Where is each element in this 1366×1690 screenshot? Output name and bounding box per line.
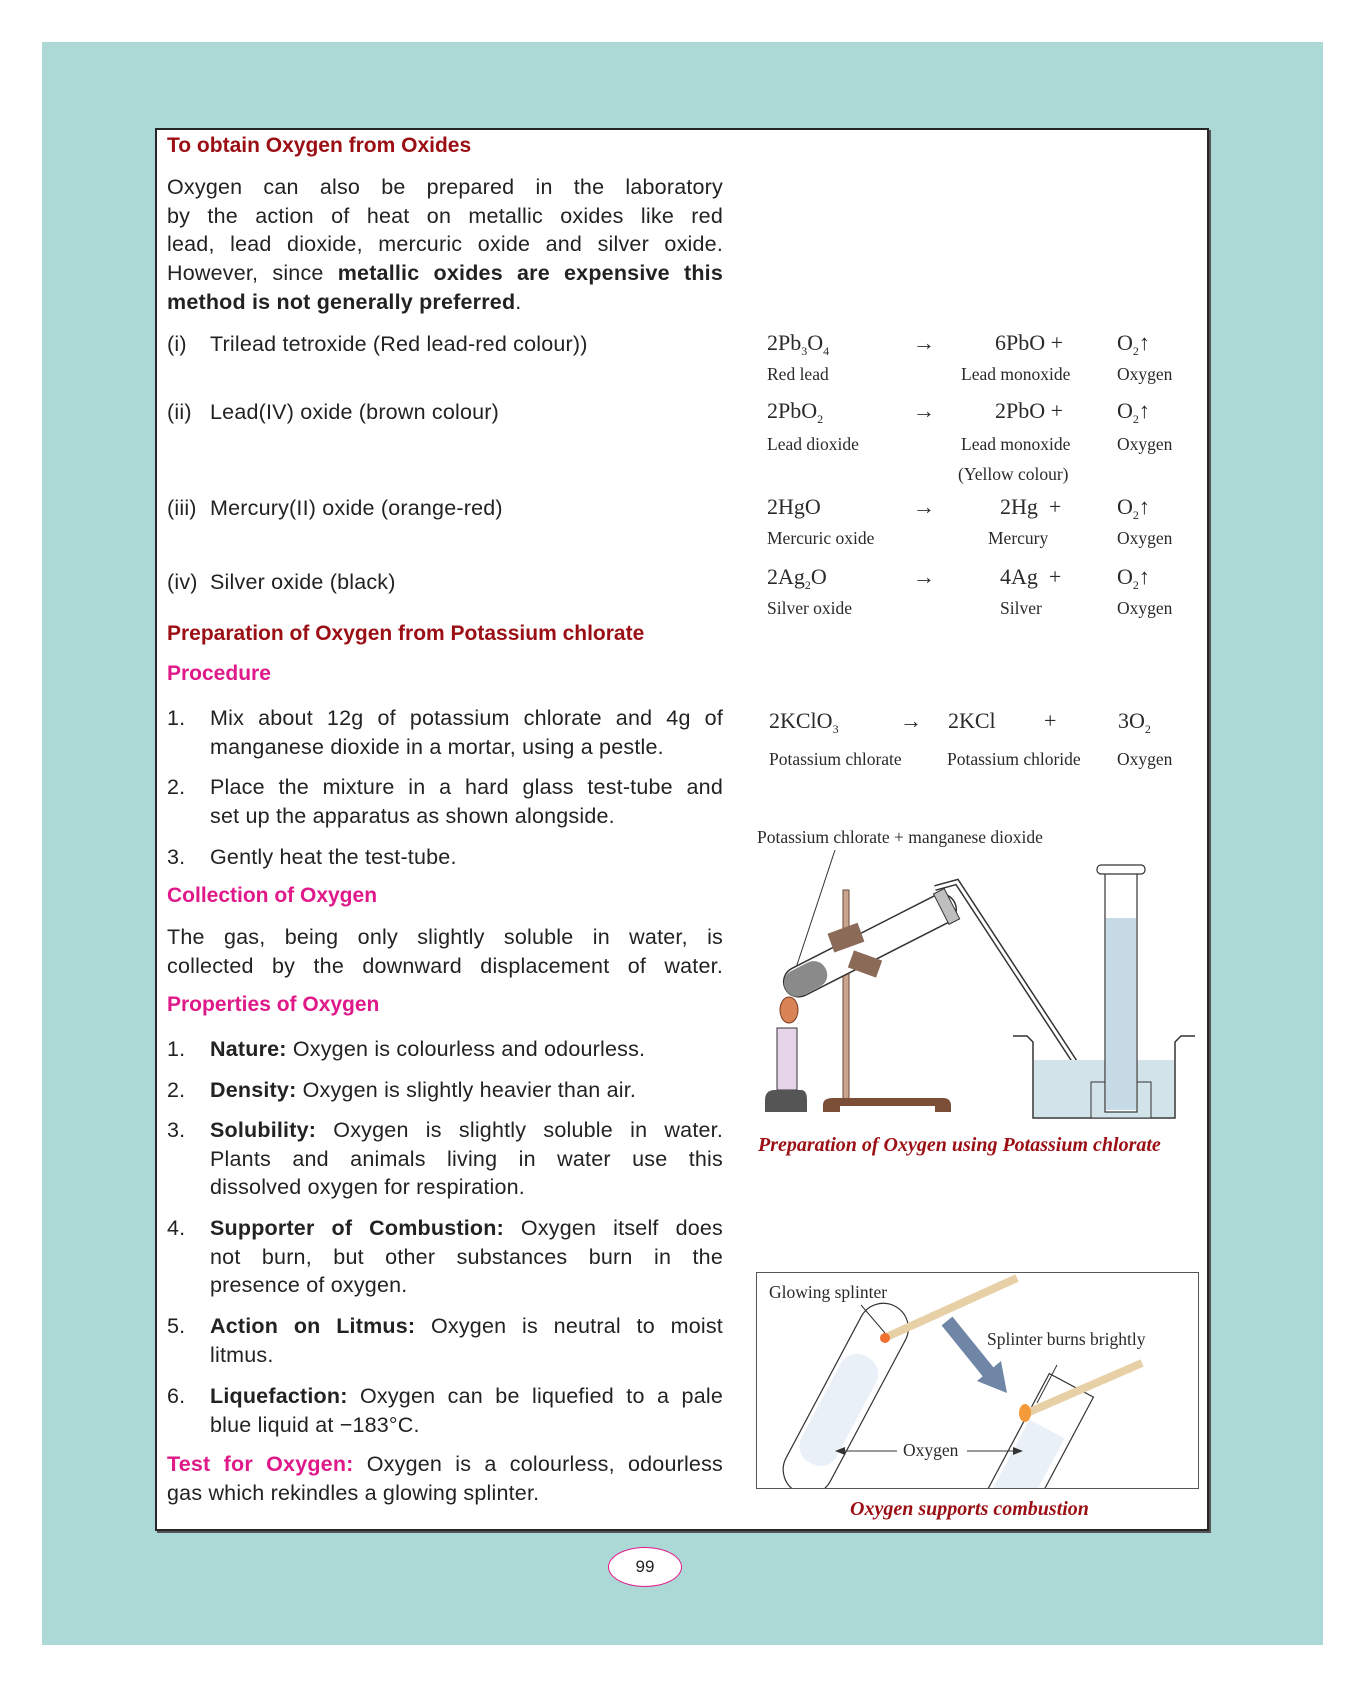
step-line: manganese dioxide in a mortar, using a pestle. <box>210 734 664 759</box>
property-line: presence of oxygen. <box>210 1273 408 1298</box>
arrow-icon: → <box>900 708 922 733</box>
step-number: 2. <box>167 775 186 799</box>
apparatus-diagram-icon <box>745 850 1215 1120</box>
property-text <box>210 1382 723 1439</box>
heading-oxides: To obtain Oxygen from Oxides <box>167 134 472 157</box>
gas-evolved-arrow-icon: ↑ <box>1138 398 1150 423</box>
equation-3-oxygen-name: Oxygen <box>1117 528 1173 548</box>
heading-procedure: Procedure <box>167 662 271 685</box>
equation-3-product: 2Hg + <box>1000 494 1062 519</box>
step-line: Mix about 12g of potassium chlorate and 4g of <box>210 706 723 730</box>
property-text <box>210 1312 723 1369</box>
equation-2-product: 2PbO + <box>995 398 1064 423</box>
splinter-caption: Oxygen supports combustion <box>850 1498 1089 1520</box>
property-term: Solubility: <box>210 1118 317 1142</box>
equation-3-reactant-name: Mercuric oxide <box>767 528 875 548</box>
equation-2-product-name: Lead monoxide <box>961 434 1071 454</box>
equation-4-reactant: $2Ag_2O$ <box>767 564 827 592</box>
para-line-2: by the action of heat on metallic oxides like red <box>167 203 723 228</box>
property-text <box>210 1035 723 1064</box>
step-number: 1. <box>167 706 186 730</box>
heading-collection: Collection of Oxygen <box>167 884 378 907</box>
para-line-1: Oxygen can also be prepared in the laboratory <box>167 175 723 199</box>
item-text: Lead(IV) oxide (brown colour) <box>210 400 500 424</box>
property-line: Oxygen is slightly heavier than air. <box>296 1078 637 1102</box>
item-label: (iii) <box>167 496 197 520</box>
test-line <box>167 1450 723 1479</box>
property-line: Plants and animals living in water use this <box>210 1146 723 1171</box>
property-line <box>210 1116 723 1145</box>
property-term: Density: <box>210 1078 297 1102</box>
test-for-oxygen <box>167 1450 723 1507</box>
item-label: (ii) <box>167 400 192 424</box>
equation-3-oxygen: $O_2↑$ <box>1117 494 1150 522</box>
label-splinter-burns: Splinter burns brightly <box>987 1329 1146 1349</box>
step-line: Gently heat the test-tube. <box>210 845 457 869</box>
property-number: 5. <box>167 1314 186 1338</box>
property-number: 2. <box>167 1078 186 1102</box>
oxide-item-1 <box>167 330 588 359</box>
arrow-icon: → <box>913 564 935 589</box>
test-label: Test for Oxygen: <box>167 1452 354 1476</box>
step-text <box>210 704 723 761</box>
item-text: Trilead tetroxide (Red lead-red colour)) <box>210 332 588 356</box>
property-number: 1. <box>167 1037 186 1061</box>
collection-line: The gas, being only slightly soluble in water, is <box>167 925 723 949</box>
heading-properties: Properties of Oxygen <box>167 993 380 1016</box>
equation-4-product: 4Ag + <box>1000 564 1062 589</box>
item-text: Mercury(II) oxide (orange-red) <box>210 496 503 520</box>
procedure-step-1 <box>167 704 723 761</box>
equation-4-oxygen: $O_2↑$ <box>1117 564 1150 592</box>
step-line: Place the mixture in a hard glass test-tube and <box>210 775 723 799</box>
page-number: 99 <box>608 1547 682 1587</box>
property-number: 4. <box>167 1216 186 1240</box>
test-line: gas which rekindles a glowing splinter. <box>167 1480 540 1505</box>
equation-1-reactant: $2Pb_3O_4$ <box>767 330 830 358</box>
property-line <box>210 1382 723 1411</box>
item-text: Silver oxide (black) <box>210 570 396 594</box>
item-label: (i) <box>167 332 187 356</box>
property-item-6 <box>167 1382 723 1439</box>
collection-line: collected by the downward displacement of water. <box>167 953 723 978</box>
property-item-2 <box>167 1076 723 1105</box>
para-line-3: lead, lead dioxide, mercuric oxide and silver oxide. <box>167 232 723 257</box>
para-line-5 <box>167 288 723 317</box>
property-term: Nature: <box>210 1037 287 1061</box>
oxide-item-4 <box>167 568 396 597</box>
property-term: Liquefaction: <box>210 1384 348 1408</box>
chlorate-eq-oxygen: $3O_2$ <box>1118 708 1151 736</box>
property-number: 3. <box>167 1118 186 1142</box>
chlorate-eq-plus: + <box>1044 708 1057 733</box>
chlorate-eq-product-name: Potassium chloride <box>947 749 1081 769</box>
property-line: litmus. <box>210 1342 274 1367</box>
para-bold: method is not generally preferred <box>167 289 516 314</box>
para-text: . <box>515 289 522 314</box>
equation-1-product: 6PbO + <box>995 330 1064 355</box>
property-item-4 <box>167 1214 723 1300</box>
property-text <box>210 1076 723 1105</box>
arrow-icon: → <box>913 494 935 519</box>
equation-2-oxygen-name: Oxygen <box>1117 434 1173 454</box>
property-line: not burn, but other substances burn in the <box>210 1244 723 1269</box>
equation-2-reactant: 2PbO$_2$ <box>767 398 824 426</box>
property-item-5 <box>167 1312 723 1369</box>
diagram-label: Potassium chlorate + manganese dioxide <box>757 827 1043 847</box>
property-line: Oxygen is colourless and odourless. <box>286 1037 646 1061</box>
item-label: (iv) <box>167 570 198 594</box>
splinter-figure <box>756 1272 1199 1489</box>
property-item-1 <box>167 1035 723 1064</box>
equation-4-reactant-name: Silver oxide <box>767 598 853 618</box>
property-line-text: Oxygen can be liquefied to a pale <box>347 1384 723 1408</box>
step-text <box>210 773 723 830</box>
property-number: 6. <box>167 1384 186 1408</box>
procedure-step-2 <box>167 773 723 830</box>
equation-2-oxygen: $O_2↑$ <box>1117 398 1150 426</box>
splinter-diagram-icon <box>757 1273 1198 1488</box>
property-text <box>210 1214 723 1300</box>
equation-1-reactant-name: Red lead <box>767 364 829 384</box>
equation-4-oxygen-name: Oxygen <box>1117 598 1173 618</box>
label-glowing-splinter: Glowing splinter <box>769 1282 888 1302</box>
gas-evolved-arrow-icon: ↑ <box>1138 564 1150 589</box>
diagram-caption: Preparation of Oxygen using Potassium chlorate <box>758 1134 1161 1156</box>
gas-evolved-arrow-icon: ↑ <box>1138 494 1150 519</box>
para-line-4 <box>167 259 723 288</box>
equation-4-product-name: Silver <box>1000 598 1042 618</box>
oxide-item-2 <box>167 398 499 427</box>
equation-2-note: (Yellow colour) <box>958 464 1069 484</box>
gas-evolved-arrow-icon: ↑ <box>1138 330 1150 355</box>
equation-1-oxygen-name: Oxygen <box>1117 364 1173 384</box>
property-line-text: Oxygen itself does <box>503 1216 723 1240</box>
test-text: Oxygen is a colourless, odourless <box>353 1452 723 1476</box>
property-line <box>210 1312 723 1341</box>
oxide-item-3 <box>167 494 503 523</box>
chlorate-eq-reactant-name: Potassium chlorate <box>769 749 902 769</box>
property-line-text: Oxygen is slightly soluble in water. <box>316 1118 723 1142</box>
para-text: However, since <box>167 261 338 286</box>
equation-1-oxygen: $O_2↑$ <box>1117 330 1150 358</box>
step-line: set up the apparatus as shown alongside. <box>210 803 615 828</box>
equation-3-product-name: Mercury <box>988 528 1049 548</box>
heading-chlorate: Preparation of Oxygen from Potassium chlorate <box>167 622 645 645</box>
property-term: Action on Litmus: <box>210 1314 416 1338</box>
property-item-3 <box>167 1116 723 1202</box>
collection-paragraph <box>167 923 723 980</box>
step-number: 3. <box>167 845 186 869</box>
arrow-icon: → <box>913 398 935 423</box>
property-text <box>210 1116 723 1202</box>
property-line-text: Oxygen is neutral to moist <box>415 1314 723 1338</box>
para-bold: metallic oxides are expensive this <box>337 261 723 286</box>
chlorate-eq-reactant: 2KClO$_3$ <box>769 708 839 736</box>
property-line: blue liquid at −183°C. <box>210 1412 420 1437</box>
equation-1-product-name: Lead monoxide <box>961 364 1071 384</box>
arrow-icon: → <box>913 330 935 355</box>
equation-3-reactant: 2HgO <box>767 494 821 519</box>
property-term: Supporter of Combustion: <box>210 1216 504 1240</box>
equation-2-reactant-name: Lead dioxide <box>767 434 859 454</box>
chlorate-eq-product: 2KCl <box>948 708 996 733</box>
chlorate-eq-oxygen-name: Oxygen <box>1117 749 1173 769</box>
property-line: dissolved oxygen for respiration. <box>210 1175 525 1200</box>
property-line <box>210 1214 723 1243</box>
label-oxygen: Oxygen <box>903 1440 959 1460</box>
oxides-paragraph <box>167 173 723 317</box>
procedure-step-3 <box>167 843 723 872</box>
